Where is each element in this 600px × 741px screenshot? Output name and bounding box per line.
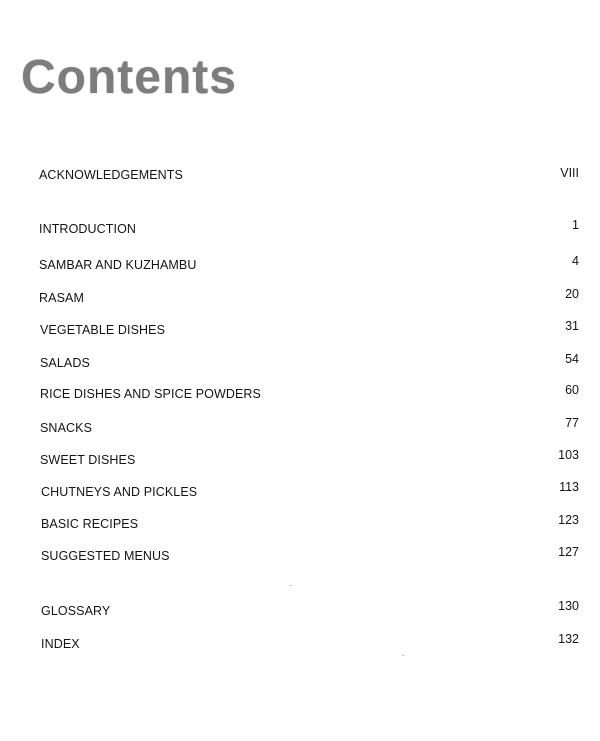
toc-entry-label: SWEET DISHES xyxy=(40,453,136,467)
toc-entry-vegetable-dishes xyxy=(0,319,600,345)
toc-entry-sweet-dishes xyxy=(0,448,600,475)
toc-entry-page-number: 130 xyxy=(558,599,579,613)
toc-entry-page-number: 60 xyxy=(565,383,579,397)
toc-entry-page-number: 20 xyxy=(565,287,579,301)
toc-entry-label: GLOSSARY xyxy=(41,604,111,618)
toc-entry-sambar-and-kuzhambu xyxy=(0,254,600,280)
toc-entry-basic-recipes xyxy=(0,513,600,539)
toc-entry-label: RASAM xyxy=(39,291,84,305)
toc-entry-rice-dishes-and-spice-powders xyxy=(0,383,600,409)
toc-entry-page-number: 31 xyxy=(565,319,579,333)
toc-entry-page-number: 113 xyxy=(559,480,579,494)
toc-entry-label: RICE DISHES AND SPICE POWDERS xyxy=(40,387,261,401)
toc-entry-label: SNACKS xyxy=(40,421,93,435)
toc-entry-page-number: 123 xyxy=(558,513,579,527)
toc-entry-label: INTRODUCTION xyxy=(39,222,137,236)
toc-entry-glossary xyxy=(0,599,600,626)
toc-entry-label: SUGGESTED MENUS xyxy=(41,549,170,563)
scan-speck xyxy=(290,585,292,586)
toc-entry-chutneys-and-pickles xyxy=(0,480,600,507)
toc-entry-index xyxy=(0,632,600,659)
toc-entry-page-number: 132 xyxy=(558,632,579,646)
scan-speck xyxy=(402,655,404,656)
toc-entry-label: SAMBAR AND KUZHAMBU xyxy=(39,258,197,272)
toc-entry-rasam xyxy=(0,287,600,313)
toc-entry-label: SALADS xyxy=(40,356,90,370)
toc-entry-suggested-menus xyxy=(0,545,600,571)
page-title: Contents xyxy=(21,51,237,104)
toc-entry-page-number: 103 xyxy=(558,448,579,462)
toc-entry-label: ACKNOWLEDGEMENTS xyxy=(39,168,183,182)
toc-entry-page-number: 1 xyxy=(572,218,579,232)
toc-entry-page-number: 4 xyxy=(572,254,579,268)
toc-entry-page-number: VIII xyxy=(560,166,579,180)
toc-entry-label: CHUTNEYS AND PICKLES xyxy=(41,485,198,499)
toc-entry-page-number: 77 xyxy=(565,416,579,430)
toc-entry-page-number: 54 xyxy=(565,352,579,366)
toc-entry-page-number: 127 xyxy=(558,545,579,559)
toc-entry-label: BASIC RECIPES xyxy=(41,517,139,531)
toc-entry-label: VEGETABLE DISHES xyxy=(40,323,166,337)
toc-entry-acknowledgements xyxy=(0,168,600,190)
toc-entry-label: INDEX xyxy=(41,637,80,651)
toc-entry-introduction xyxy=(0,218,600,244)
toc-entry-snacks xyxy=(0,416,600,443)
toc-entry-salads xyxy=(0,352,600,378)
